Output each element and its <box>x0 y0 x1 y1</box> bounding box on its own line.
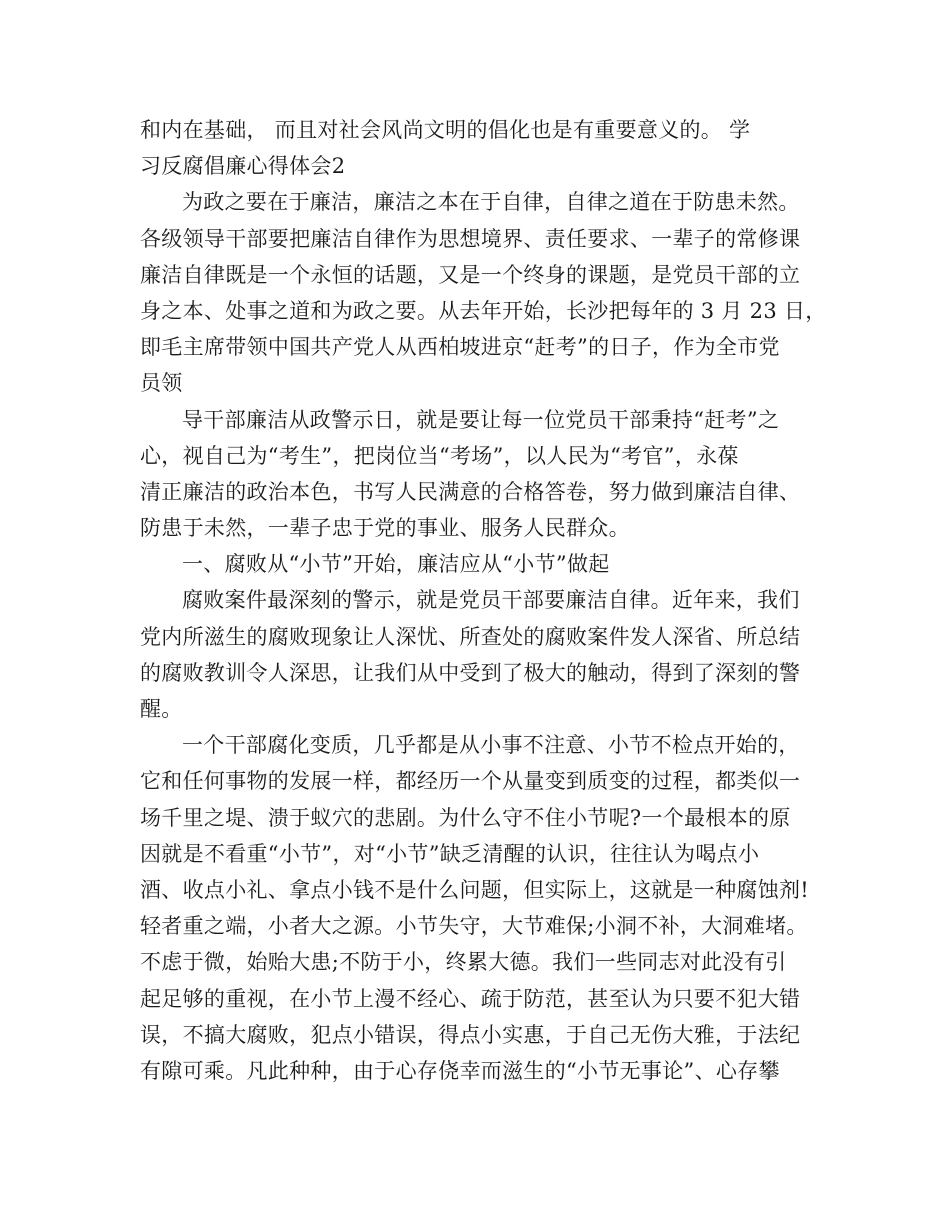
text-line: 身之本、处事之道和为政之要。从去年开始，长沙把每年的 3 月 23 日， <box>140 298 827 323</box>
text-line: 因就是不看重“小节”，对“小节”缺乏清醒的认识，往往认为喝点小 <box>140 841 760 866</box>
text-line: 起足够的重视，在小节上漫不经心、疏于防范，甚至认为只要不犯大错 <box>140 986 801 1011</box>
text-line: 它和任何事物的发展一样，都经历一个从量变到质变的过程，都类似一 <box>140 769 801 794</box>
text-line: 防患于未然，一辈子忠于党的事业、服务人民群众。 <box>140 516 630 541</box>
text-line: 清正廉洁的政治本色，书写人民满意的合格答卷，努力做到廉洁自律、 <box>140 479 801 504</box>
text-line: 党内所滋生的腐败现象让人深忧、所查处的腐败案件发人深省、所总结 <box>140 624 801 649</box>
text-line: 的腐败教训令人深思，让我们从中受到了极大的触动，得到了深刻的警 <box>140 660 801 685</box>
text-line: 心，视自己为“考生”，把岗位当“考场”，以人民为“考官”，永葆 <box>140 443 739 468</box>
text-line: 为政之要在于廉洁，廉洁之本在于自律，自律之道在于防患未然。 <box>182 190 800 215</box>
text-line: 一个干部腐化变质，几乎都是从小事不注意、小节不检点开始的， <box>182 733 800 758</box>
text-line: 和内在基础， 而且对社会风尚文明的倡化也是有重要意义的。 学 <box>140 118 751 142</box>
text-line: 各级领导干部要把廉洁自律作为思想境界、责任要求、一辈子的常修课 <box>140 226 801 251</box>
text-line: 酒、收点小礼、拿点小钱不是什么问题，但实际上，这就是一种腐蚀剂! <box>140 877 810 902</box>
text-line: 误，不搞大腐败，犯点小错误，得点小实惠，于自己无伤大雅，于法纪 <box>140 1022 801 1047</box>
text-line: 习反腐倡廉心得体会2 <box>140 154 346 179</box>
document-page <box>140 112 830 1089</box>
text-line: 员领 <box>140 371 183 396</box>
text-line: 场千里之堤、溃于蚁穴的悲剧。为什么守不住小节呢?一个最根本的原 <box>140 805 791 830</box>
text-line: 廉洁自律既是一个永恒的话题，又是一个终身的课题，是党员干部的立 <box>140 262 801 287</box>
text-line: 腐败案件最深刻的警示，就是党员干部要廉洁自律。近年来，我们 <box>182 588 800 613</box>
text-line: 有隙可乘。凡此种种，由于心存侥幸而滋生的“小节无事论”、心存攀 <box>140 1058 780 1083</box>
text-line: 不虑于微，始贻大患;不防于小，终累大德。我们一些同志对此没有引 <box>140 950 787 975</box>
text-line: 导干部廉洁从政警示日，就是要让每一位党员干部秉持“赶考”之 <box>182 407 780 432</box>
text-line: 醒。 <box>140 697 183 721</box>
text-line: 轻者重之端，小者大之源。小节失守，大节难保;小洞不补，大洞难堵。 <box>140 914 808 939</box>
text-line: 即毛主席带领中国共产党人从西柏坡进京“赶考”的日子，作为全市党 <box>140 335 780 360</box>
section-heading: 一、腐败从“小节”开始，廉洁应从“小节”做起 <box>182 552 610 577</box>
